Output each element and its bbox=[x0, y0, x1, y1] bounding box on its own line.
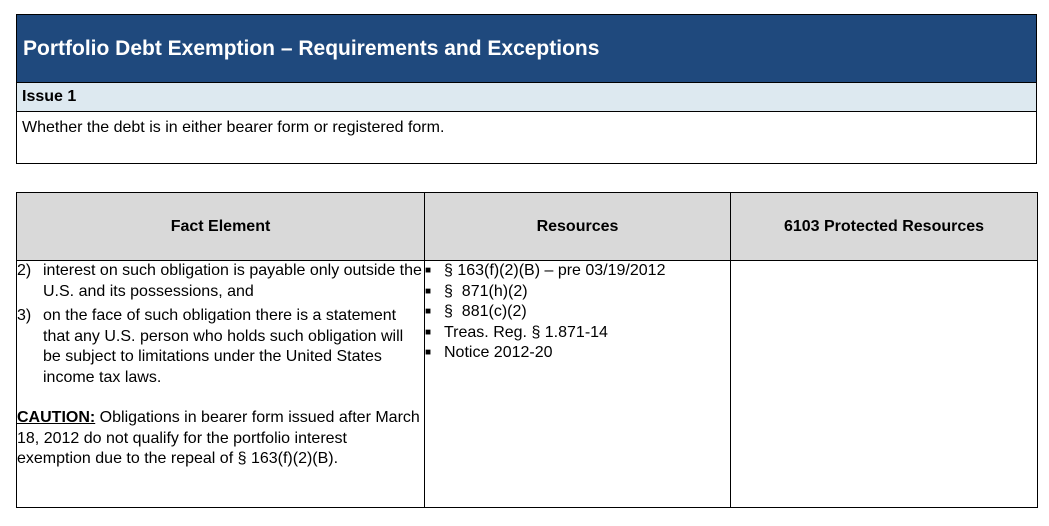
resources-cell bbox=[425, 261, 731, 508]
issue-label: Issue 1 bbox=[17, 82, 1036, 112]
item-text: interest on such obligation is payable only outside the U.S. and its possessions, and bbox=[43, 262, 422, 300]
square-bullet-icon: ■ bbox=[425, 326, 432, 338]
list-item bbox=[425, 343, 730, 364]
resource-text: § 881(c)(2) bbox=[444, 303, 527, 320]
caution-note bbox=[17, 408, 424, 470]
item-number: 2) bbox=[17, 262, 32, 279]
square-bullet-icon: ■ bbox=[425, 306, 432, 317]
issue-text: Whether the debt is in either bearer form or registered form. bbox=[22, 119, 445, 136]
header-fact-element: Fact Element bbox=[17, 193, 425, 261]
square-bullet-icon: ■ bbox=[425, 285, 432, 297]
list-item bbox=[425, 261, 730, 282]
square-bullet-icon: ■ bbox=[425, 347, 432, 358]
caution-label: CAUTION: bbox=[17, 409, 96, 426]
list-item bbox=[425, 323, 730, 344]
resource-text: Notice 2012-20 bbox=[444, 344, 553, 361]
issue-box bbox=[16, 14, 1037, 164]
square-bullet-icon: ■ bbox=[425, 265, 432, 276]
fact-table bbox=[16, 192, 1038, 508]
resource-text: § 871(h)(2) bbox=[444, 282, 528, 300]
resource-text: § 163(f)(2)(B) – pre 03/19/2012 bbox=[444, 262, 666, 279]
item-number: 3) bbox=[17, 307, 32, 324]
fact-element-cell bbox=[17, 261, 425, 508]
table-row bbox=[17, 261, 1038, 508]
fact-list bbox=[17, 261, 424, 388]
caution-text: Obligations in bearer form issued after March 18, 2012 do not qualify for the portfolio interest exemption due to the repeal of § 163(f)(2)(B). bbox=[17, 409, 420, 467]
list-item bbox=[425, 302, 730, 323]
page-title: Portfolio Debt Exemption – Requirements and Exceptions bbox=[17, 15, 1036, 82]
list-item bbox=[17, 306, 424, 388]
header-resources: Resources bbox=[425, 193, 731, 261]
protected-resources-cell bbox=[731, 261, 1038, 508]
item-text: on the face of such obligation there is a statement that any U.S. person who holds such obligation will be subject to limitations under the United States income tax laws. bbox=[43, 307, 404, 386]
header-protected-resources: 6103 Protected Resources bbox=[731, 193, 1038, 261]
table-header-row bbox=[17, 193, 1038, 261]
resources-list bbox=[425, 261, 730, 364]
list-item bbox=[425, 282, 730, 303]
resource-text: Treas. Reg. § 1.871-14 bbox=[444, 323, 608, 341]
list-item bbox=[17, 261, 424, 302]
